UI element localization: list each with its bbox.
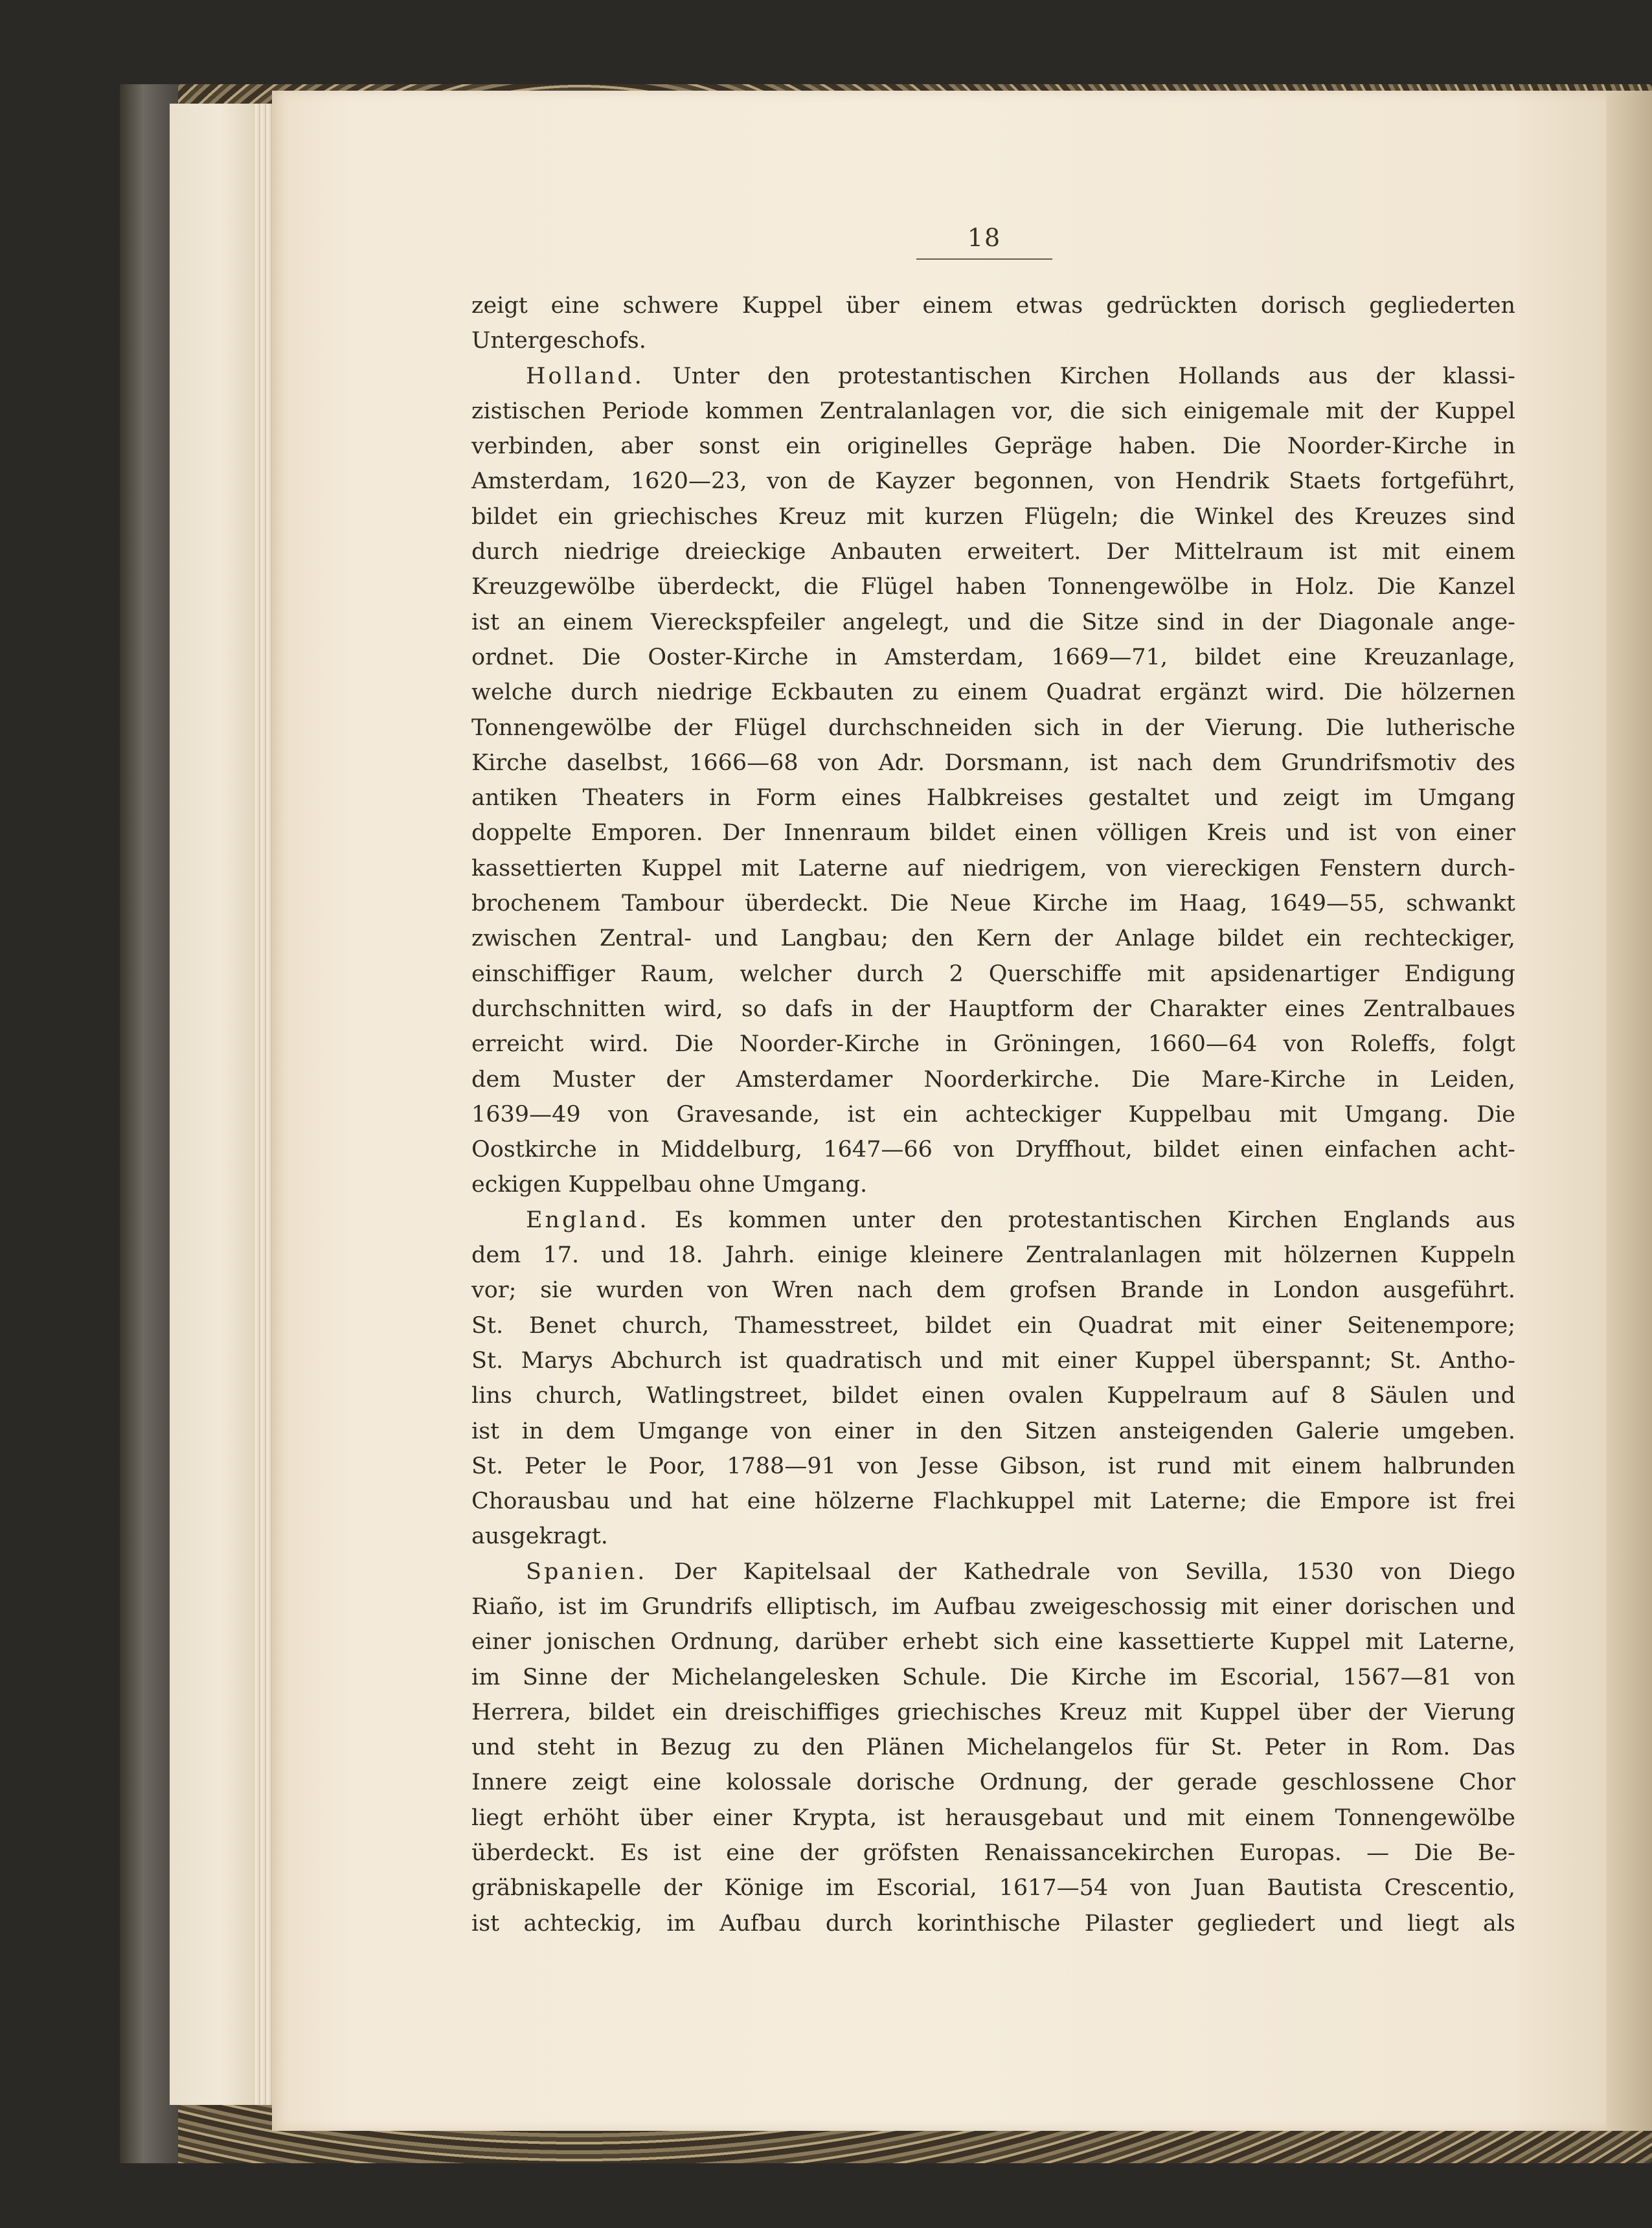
line-text: Es kommen unter den protestantischen Kirchen Englands aus — [649, 1207, 1515, 1233]
text-line — [471, 780, 1515, 815]
line-text: lins church, Watlingstreet, bildet einen ovalen Kuppelraum auf 8 Säulen und — [471, 1383, 1515, 1409]
line-text: Chorausbau und hat eine hölzerne Flachkuppel mit Laterne; die Empore ist frei — [471, 1488, 1515, 1515]
previous-page-edge — [170, 104, 254, 2105]
text-line — [471, 1730, 1515, 1765]
line-text: vor; sie wurden von Wren nach dem grofsen Brande in London ausgeführt. — [471, 1277, 1515, 1304]
line-text: einschiffiger Raum, welcher durch 2 Querschiffe mit apsidenartiger Endigung — [471, 961, 1515, 987]
text-line — [471, 1062, 1515, 1097]
text-line — [471, 1906, 1515, 1941]
text-line — [471, 886, 1515, 921]
text-line — [471, 1308, 1515, 1343]
text-line — [471, 429, 1515, 464]
line-text: durch niedrige dreieckige Anbauten erweitert. Der Mittelraum ist mit einem — [471, 539, 1515, 565]
line-text: Oostkirche in Middelburg, 1647—66 von Dryffhout, bildet einen einfachen acht- — [471, 1137, 1515, 1163]
text-line — [471, 745, 1515, 780]
text-line — [471, 921, 1515, 956]
text-line — [471, 640, 1515, 675]
line-text: kassettierten Kuppel mit Laterne auf niedrigem, von viereckigen Fenstern durch- — [471, 855, 1515, 881]
line-text: gräbniskapelle der Könige im Escorial, 1617—54 von Juan Bautista Crescentio, — [471, 1875, 1515, 1902]
text-line — [471, 534, 1515, 569]
line-text: Tonnengewölbe der Flügel durchschneiden sich in der Vierung. Die lutherische — [471, 714, 1515, 741]
text-line — [471, 1765, 1515, 1800]
line-text: Riaño, ist im Grundrifs elliptisch, im Aufbau zweigeschossig mit einer dorischen und — [471, 1593, 1515, 1620]
text-line — [471, 1238, 1515, 1273]
text-line — [471, 710, 1515, 745]
text-line — [471, 675, 1515, 710]
line-text: und steht in Bezug zu den Plänen Michelangelos für St. Peter in Rom. Das — [471, 1734, 1515, 1761]
text-line — [471, 957, 1515, 992]
line-text: St. Benet church, Thamesstreet, bildet ein Quadrat mit einer Seitenempore; — [471, 1312, 1515, 1339]
text-line — [471, 1414, 1515, 1449]
text-line — [471, 1449, 1515, 1484]
line-text: Untergeschofs. — [471, 328, 646, 354]
section-heading: Holland. — [526, 363, 644, 389]
text-line — [471, 1801, 1515, 1836]
text-line — [471, 1695, 1515, 1730]
text-line — [471, 1097, 1515, 1132]
line-text: antiken Theaters in Form eines Halbkreises gestaltet und zeigt im Umgang — [471, 785, 1515, 812]
line-text: erreicht wird. Die Noorder-Kirche in Gröningen, 1660—64 von Roleffs, folgt — [471, 1031, 1515, 1058]
text-line — [471, 1027, 1515, 1062]
text-line — [471, 1203, 1515, 1238]
line-text: verbinden, aber sonst ein originelles Gepräge haben. Die Noorder-Kirche in — [471, 433, 1515, 460]
line-text: doppelte Emporen. Der Innenraum bildet einen völligen Kreis und ist von einer — [471, 820, 1515, 847]
text-line — [471, 992, 1515, 1027]
text-line — [471, 1132, 1515, 1167]
line-text: ist in dem Umgange von einer in den Sitzen ansteigenden Galerie umgeben. — [471, 1418, 1515, 1444]
line-text: brochenem Tambour überdeckt. Die Neue Kirche im Haag, 1649—55, schwankt — [471, 891, 1515, 917]
section-heading: England. — [526, 1207, 650, 1233]
section-heading: Spanien. — [526, 1558, 648, 1585]
text-line — [471, 359, 1515, 394]
text-line — [471, 1589, 1515, 1624]
line-text: eckigen Kuppelbau ohne Umgang. — [471, 1172, 868, 1198]
line-text: zistischen Periode kommen Zentralanlagen vor, die sich einigemale mit der Kuppel — [471, 398, 1515, 424]
text-line — [471, 1554, 1515, 1589]
line-text: Herrera, bildet ein dreischiffiges griechisches Kreuz mit Kuppel über der Vierung — [471, 1699, 1515, 1725]
text-line — [471, 851, 1515, 886]
text-line — [471, 605, 1515, 640]
line-text: dem 17. und 18. Jahrh. einige kleinere Zentralanlagen mit hölzernen Kuppeln — [471, 1242, 1515, 1269]
text-line — [471, 499, 1515, 534]
line-text: ausgekragt. — [471, 1523, 608, 1550]
line-text: ordnet. Die Ooster-Kirche in Amsterdam, 1669—71, bildet eine Kreuzanlage, — [471, 644, 1515, 670]
text-line — [471, 815, 1515, 850]
line-text: Amsterdam, 1620—23, von de Kayzer begonnen, von Hendrik Staets fortgeführt, — [471, 468, 1515, 495]
text-line — [471, 1167, 1515, 1202]
line-text: Innere zeigt eine kolossale dorische Ordnung, der gerade geschlossene Chor — [471, 1769, 1515, 1796]
text-line — [471, 1378, 1515, 1413]
line-text: bildet ein griechisches Kreuz mit kurzen Flügeln; die Winkel des Kreuzes sind — [471, 503, 1515, 530]
text-line — [471, 1273, 1515, 1308]
line-text: welche durch niedrige Eckbauten zu einem Quadrat ergänzt wird. Die hölzernen — [471, 679, 1515, 706]
text-line — [471, 1624, 1515, 1659]
body-text — [471, 288, 1515, 1941]
page-number: 18 — [967, 223, 1002, 252]
line-text: St. Peter le Poor, 1788—91 von Jesse Gibson, ist rund mit einem halbrunden — [471, 1453, 1515, 1479]
text-line — [471, 1870, 1515, 1905]
line-text: zeigt eine schwere Kuppel über einem etwas gedrückten dorisch gegliederten — [471, 293, 1515, 319]
line-text: liegt erhöht über einer Krypta, ist herausgebaut und mit einem Tonnengewölbe — [471, 1804, 1515, 1831]
line-text: durchschnitten wird, so dafs in der Hauptform der Charakter eines Zentralbaues — [471, 995, 1515, 1022]
line-text: überdeckt. Es ist eine der gröfsten Renaissancekirchen Europas. — Die Be- — [471, 1840, 1515, 1867]
text-line — [471, 323, 1515, 358]
line-text: dem Muster der Amsterdamer Noorderkirche. Die Mare-Kirche in Leiden, — [471, 1066, 1515, 1093]
text-line — [471, 1343, 1515, 1378]
line-text: 1639—49 von Gravesande, ist ein achteckiger Kuppelbau mit Umgang. Die — [471, 1101, 1515, 1128]
page-number-rule — [916, 258, 1052, 260]
page-gutter-shade — [1606, 91, 1652, 2131]
line-text: Kirche daselbst, 1666—68 von Adr. Dorsmann, ist nach dem Grundrifsmotiv des — [471, 749, 1515, 776]
text-line — [471, 569, 1515, 604]
text-line — [471, 1519, 1515, 1554]
text-line — [471, 1484, 1515, 1519]
text-line — [471, 1836, 1515, 1870]
text-line — [471, 394, 1515, 429]
line-text: Der Kapitelsaal der Kathedrale von Sevilla, 1530 von Diego — [647, 1558, 1515, 1585]
line-text: Unter den protestantischen Kirchen Hollands aus der klassi- — [644, 363, 1515, 389]
line-text: im Sinne der Michelangelesken Schule. Die Kirche im Escorial, 1567—81 von — [471, 1664, 1515, 1690]
line-text: Kreuzgewölbe überdeckt, die Flügel haben Tonnengewölbe in Holz. Die Kanzel — [471, 574, 1515, 600]
text-line — [471, 464, 1515, 499]
line-text: einer jonischen Ordnung, darüber erhebt sich eine kassettierte Kuppel mit Laterne, — [471, 1629, 1515, 1655]
line-text: ist an einem Viereckspfeiler angelegt, und die Sitze sind in der Diagonale ange- — [471, 609, 1515, 635]
line-text: St. Marys Abchurch ist quadratisch und mit einer Kuppel überspannt; St. Antho- — [471, 1347, 1515, 1374]
line-text: zwischen Zentral- und Langbau; den Kern der Anlage bildet ein rechteckiger, — [471, 926, 1515, 952]
text-line — [471, 288, 1515, 323]
line-text: ist achteckig, im Aufbau durch korinthische Pilaster gegliedert und liegt als — [471, 1910, 1515, 1937]
text-line — [471, 1660, 1515, 1695]
